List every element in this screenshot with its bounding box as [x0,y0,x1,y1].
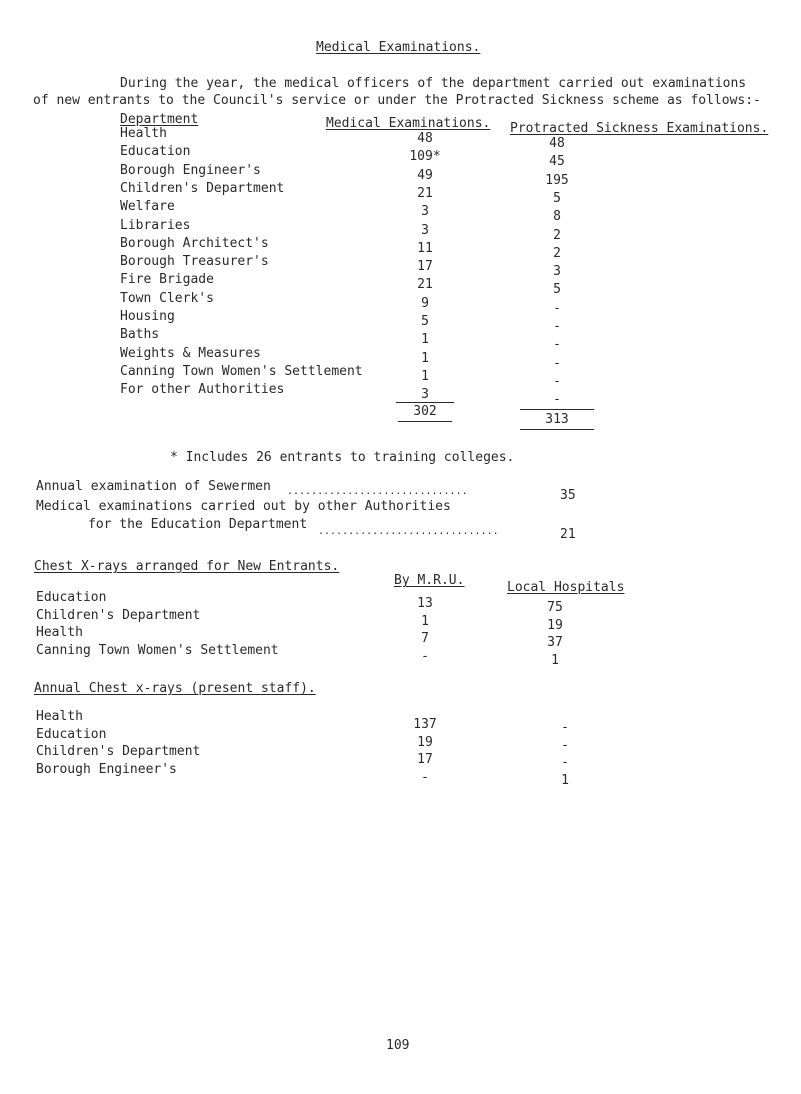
other-authorities-value: 21 [560,527,576,542]
page-title: Medical Examinations. [316,40,481,55]
chest-department-name: Canning Town Women's Settlement [36,642,279,658]
department-name: Children's Department [120,180,285,196]
sewermen-label: Annual examination of Sewermen [36,479,271,494]
chest-department-name: Education [36,590,107,605]
medical-count: 48 [417,131,433,146]
col-by-mru: By M.R.U. [394,573,465,588]
protracted-count: 2 [553,245,561,261]
department-name: Housing [120,309,175,324]
medical-count: 1 [421,368,429,384]
department-name: Welfare [120,199,175,215]
local-hospital-count: 19 [547,617,563,633]
medical-count: 3 [421,204,429,220]
protracted-count: 48 [549,136,565,151]
medical-count: 3 [421,222,429,238]
protracted-count: 45 [549,154,565,170]
department-name: Health [120,126,167,141]
department-name: For other Authorities [120,382,285,398]
sewermen-dots: .............................. [287,486,468,497]
protracted-count: - [553,337,561,353]
local-hospital-count: 75 [547,600,563,615]
intro-line-2: of new entrants to the Council's service or under the Protracted Sickness scheme as follows:- [33,93,761,108]
department-name: Town Clerk's [120,290,214,306]
department-name: Borough Engineer's [120,162,261,178]
department-name: Borough Architect's [120,235,269,251]
header-department: Department [120,112,199,127]
total-medical: 302 [413,404,437,419]
annual-department-name: Health [36,709,83,724]
protracted-count: 3 [553,264,561,280]
local-hospital-count: 1 [551,652,559,668]
medical-count: 17 [417,259,433,275]
protracted-count: 5 [553,282,561,298]
annual-mru-count: 17 [417,752,433,767]
medical-count: 3 [421,387,429,403]
protracted-count: - [553,319,561,334]
header-protracted-sickness: Protracted Sickness Examinations. [510,121,769,136]
chest-department-name: Children's Department [36,607,201,623]
medical-count: 49 [417,167,433,183]
subtotal-rule-protracted [520,409,594,410]
total-rule-protracted [520,429,594,430]
department-name: Fire Brigade [120,272,214,288]
other-authorities-label-2: for the Education Department [88,517,308,532]
department-name: Baths [120,327,160,343]
total-protracted: 313 [545,412,569,427]
annual-department-name: Borough Engineer's [36,761,177,777]
medical-count: 11 [417,240,433,256]
annual-local-count: - [561,755,569,770]
department-name: Weights & Measures [120,345,261,361]
chest-department-name: Health [36,625,83,640]
page-number: 109 [386,1038,410,1053]
mru-count: 1 [421,613,429,629]
medical-count: 21 [417,277,433,293]
protracted-count: 5 [553,190,561,206]
department-name: Education [120,144,191,160]
other-authorities-label-1: Medical examinations carried out by other Authorities [36,499,451,514]
footnote: * Includes 26 entrants to training colleges. [170,450,515,465]
annual-local-count: 1 [561,772,569,788]
department-name: Borough Treasurer's [120,254,269,270]
medical-count: 1 [421,350,429,366]
mru-count: 13 [417,596,433,611]
protracted-count: 2 [553,227,561,243]
annual-chest-heading: Annual Chest x-rays (present staff). [34,681,316,696]
department-name: Libraries [120,217,191,233]
subtotal-rule-medical [396,402,454,403]
mru-count: - [421,648,429,664]
medical-count: 21 [417,185,433,201]
annual-department-name: Children's Department [36,744,201,759]
medical-count: 9 [421,295,429,311]
annual-mru-count: - [421,769,429,785]
department-name: Canning Town Women's Settlement [120,363,363,379]
protracted-count: - [553,392,561,408]
col-local-hospitals: Local Hospitals [507,580,625,595]
protracted-count: 8 [553,209,561,225]
total-rule-medical [398,421,452,422]
annual-local-count: - [561,720,569,735]
header-medical-examinations: Medical Examinations. [326,116,491,131]
annual-department-name: Education [36,726,107,742]
local-hospital-count: 37 [547,635,563,650]
chest-xrays-heading: Chest X-rays arranged for New Entrants. [34,559,340,574]
mru-count: 7 [421,631,429,646]
medical-count: 1 [421,332,429,348]
sewermen-value: 35 [560,488,576,503]
annual-local-count: - [561,737,569,753]
intro-line-1: During the year, the medical officers of the department carried out examinations [120,76,747,91]
protracted-count: - [553,355,561,371]
medical-count: 5 [421,314,429,329]
other-authorities-dots: .............................. [318,526,499,537]
annual-mru-count: 137 [413,717,437,732]
protracted-count: - [553,300,561,316]
protracted-count: 195 [545,172,569,188]
medical-count: 109* [409,149,441,165]
protracted-count: - [553,373,561,389]
annual-mru-count: 19 [417,734,433,750]
